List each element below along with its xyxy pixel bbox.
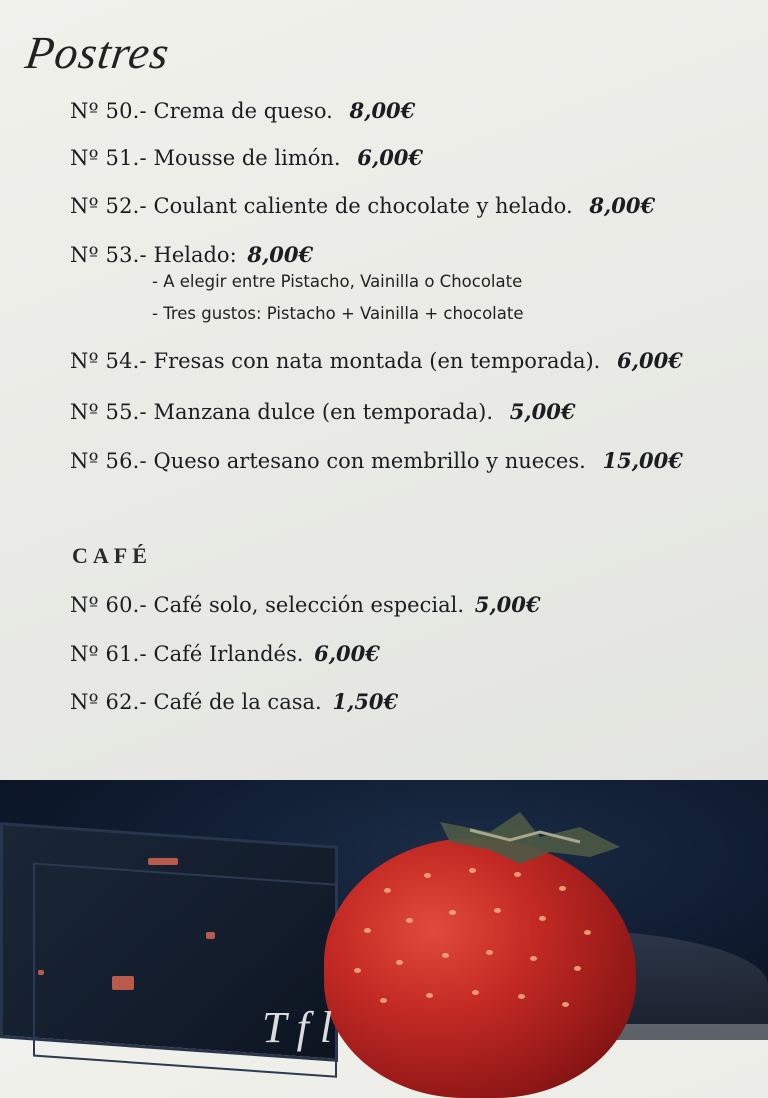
item-price: 8,00€ [349,98,416,123]
item-price: 6,00€ [314,641,380,666]
seed [442,953,449,958]
crumb [148,858,178,865]
item-name: Café de la casa. [153,690,322,714]
seed [562,1002,569,1007]
seed [514,872,521,877]
menu-item-51 [70,144,423,172]
section-heading-cafe: CAFÉ [72,543,152,568]
dessert-photo [0,780,768,1052]
seed [494,908,501,913]
seed [486,950,493,955]
helado-option: - Tres gustos: Pistacho + Vainilla + chocolate [152,304,524,323]
item-number: Nº 52.- [70,194,147,218]
seed [364,928,371,933]
menu-item-62 [70,688,398,716]
menu-item-60 [70,591,540,619]
strawberry-leaves-icon [430,802,630,872]
menu-item-52 [70,192,655,220]
item-name: Café solo, selección especial. [153,593,465,617]
item-number: Nº 60.- [70,593,147,617]
seed [426,993,433,998]
menu-item-55 [70,398,575,426]
seed [530,956,537,961]
seed [559,886,566,891]
seed [472,990,479,995]
helado-option: - A elegir entre Pistacho, Vainilla o Chocolate [152,272,523,291]
item-number: Nº 51.- [70,146,147,170]
seed [354,968,361,973]
seed [584,930,591,935]
strawberry-image [324,838,636,1098]
menu-item-56 [70,447,683,475]
page-title: Postres [22,27,173,78]
item-price: 15,00€ [602,448,683,473]
crumb [206,932,215,939]
item-price: 8,00€ [247,242,314,267]
menu-item-50 [70,97,415,125]
item-name: Coulant caliente de chocolate y helado. [153,194,573,218]
item-name: Fresas con nata montada (en temporada). [153,349,601,373]
menu-item-53 [70,241,313,269]
seed [384,888,391,893]
seed [424,873,431,878]
item-price: 6,00€ [617,348,683,373]
item-number: Nº 62.- [70,690,147,714]
seed [518,994,525,999]
item-name: Mousse de limón. [153,146,341,170]
menu-item-54 [70,347,683,375]
item-number: Nº 56.- [70,449,147,473]
seed [574,966,581,971]
menu-item-61 [70,640,380,668]
seed [380,998,387,1003]
item-number: Nº 61.- [70,642,147,666]
item-name: Crema de queso. [153,99,333,123]
crumb [38,970,44,975]
photo-caption: T f l [262,1003,333,1052]
item-price: 8,00€ [589,193,656,218]
item-price: 1,50€ [332,689,399,714]
seed [449,910,456,915]
item-number: Nº 55.- [70,400,147,424]
item-price: 6,00€ [357,145,424,170]
item-name: Manzana dulce (en temporada). [153,400,493,424]
seed [539,916,546,921]
item-number: Nº 53.- [70,243,147,267]
item-number: Nº 50.- [70,99,147,123]
item-number: Nº 54.- [70,349,147,373]
item-price: 5,00€ [474,592,541,617]
item-name: Café Irlandés. [153,642,304,666]
item-name: Helado: [153,243,237,267]
crumb [112,976,134,990]
seed [406,918,413,923]
item-name: Queso artesano con membrillo y nueces. [153,449,586,473]
seed [396,960,403,965]
item-price: 5,00€ [509,399,576,424]
